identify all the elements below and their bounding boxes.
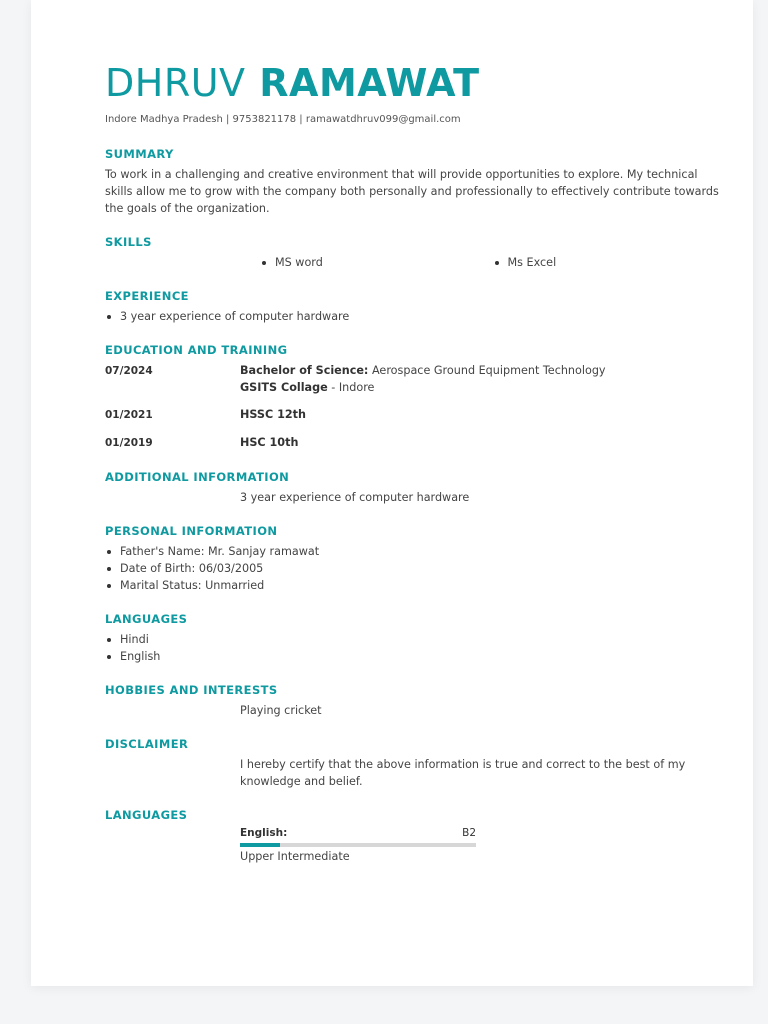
education-date: 01/2021 <box>105 409 153 421</box>
degree: Bachelor of Science: <box>240 364 369 377</box>
candidate-name <box>105 60 725 106</box>
additional-info-section <box>105 470 725 506</box>
hobbies-section <box>105 683 725 719</box>
disclaimer-text: I hereby certify that the above information is true and correct to the best of my knowledge and belief. <box>240 758 686 788</box>
education-details <box>240 434 298 452</box>
resume-page <box>31 0 753 986</box>
disclaimer-section <box>105 737 725 790</box>
language-name: English: <box>240 827 288 839</box>
language-proficiency-header <box>240 827 476 839</box>
first-name: DHRUV <box>105 61 246 105</box>
experience-item: 3 year experience of computer hardware <box>105 308 725 325</box>
education-date: 07/2024 <box>105 365 153 377</box>
education-date: 01/2019 <box>105 437 153 449</box>
section-title: EXPERIENCE <box>105 289 189 303</box>
language-proficiency <box>240 827 476 863</box>
section-title: LANGUAGES <box>105 808 188 822</box>
skills-section <box>105 235 725 271</box>
contact-line: Indore Madhya Pradesh | 9753821178 | ramawatdhruv099@gmail.com <box>105 114 461 125</box>
section-title: DISCLAIMER <box>105 737 189 751</box>
degree: HSC 10th <box>240 436 299 449</box>
section-title: SUMMARY <box>105 147 174 161</box>
language-proficiency-section <box>105 808 725 863</box>
experience-list <box>105 308 725 325</box>
skill-item: MS word <box>260 254 493 271</box>
language-level-text: Upper Intermediate <box>240 850 350 863</box>
hobbies-text: Playing cricket <box>240 704 322 717</box>
personal-info-list <box>105 543 725 594</box>
language-level-code: B2 <box>462 827 476 839</box>
field-of-study: Aerospace Ground Equipment Technology <box>368 364 606 377</box>
summary-text: To work in a challenging and creative environment that will provide opportunities to explore. My technical skills allow me to grow with the company both personally and professionally to effectively contribute towards the goals of the organization. <box>105 168 719 215</box>
section-title: SKILLS <box>105 235 152 249</box>
additional-info-text: 3 year experience of computer hardware <box>240 491 470 504</box>
language-item: English <box>105 648 725 665</box>
language-item: Hindi <box>105 631 725 648</box>
degree: HSSC 12th <box>240 408 306 421</box>
experience-section <box>105 289 725 325</box>
last-name: RAMAWAT <box>259 61 480 105</box>
personal-info-item: Date of Birth: 06/03/2005 <box>105 560 725 577</box>
summary-section <box>105 147 725 217</box>
education-details <box>240 406 306 424</box>
section-title: LANGUAGES <box>105 612 188 626</box>
education-entry <box>105 362 725 396</box>
section-title: PERSONAL INFORMATION <box>105 524 278 538</box>
education-entry <box>105 434 725 452</box>
education-entry <box>105 406 725 424</box>
education-details <box>240 362 606 396</box>
personal-info-item: Father's Name: Mr. Sanjay ramawat <box>105 543 725 560</box>
section-title: EDUCATION AND TRAINING <box>105 343 288 357</box>
resume-content <box>105 60 725 863</box>
skills-list <box>260 254 725 271</box>
proficiency-bar-fill <box>240 843 280 847</box>
school-location: - Indore <box>327 381 375 394</box>
proficiency-bar <box>240 843 476 847</box>
section-title: ADDITIONAL INFORMATION <box>105 470 290 484</box>
education-section <box>105 343 725 452</box>
school: GSITS Collage <box>240 381 328 394</box>
personal-info-item: Marital Status: Unmarried <box>105 577 725 594</box>
languages-section <box>105 612 725 665</box>
languages-list <box>105 631 725 665</box>
skill-item: Ms Excel <box>493 254 726 271</box>
personal-info-section <box>105 524 725 594</box>
section-title: HOBBIES AND INTERESTS <box>105 683 278 697</box>
